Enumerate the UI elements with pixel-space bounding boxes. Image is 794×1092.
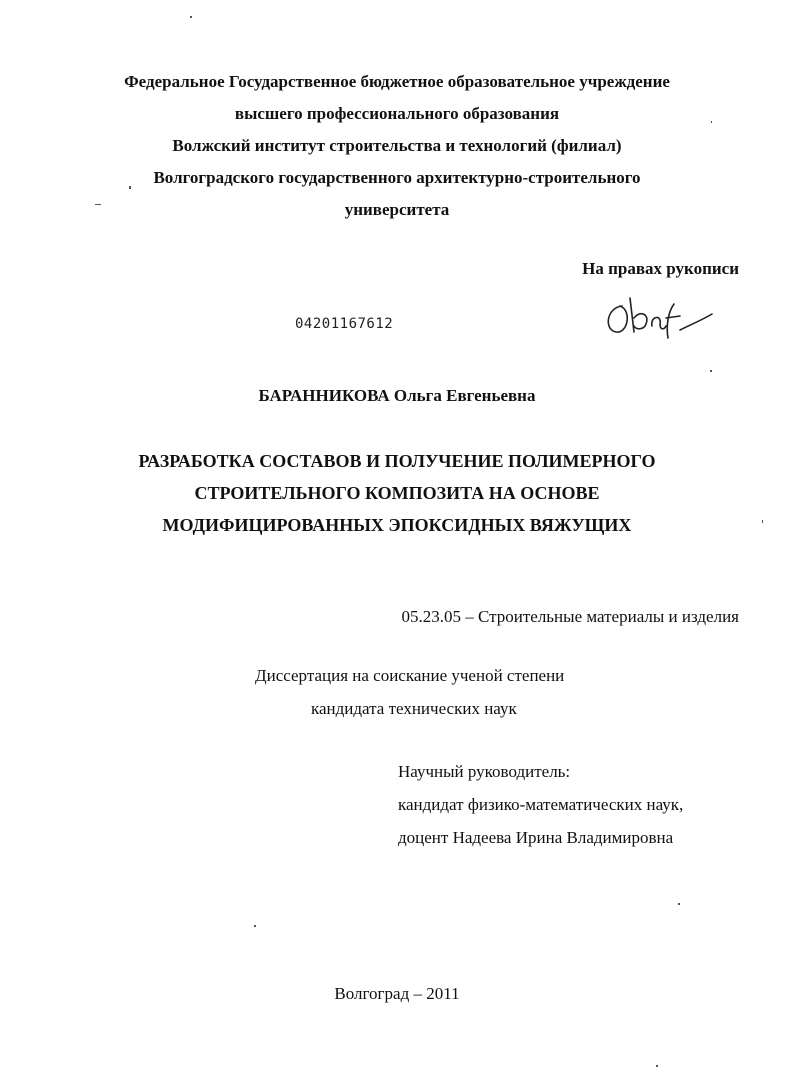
specialty: 05.23.05 – Строительные материалы и изделия bbox=[401, 607, 739, 626]
author-name: БАРАННИКОВА Ольга Евгеньевна bbox=[258, 386, 536, 405]
institution-line-3: Волжский институт строительства и технологий (филиал) bbox=[172, 136, 622, 155]
supervisor-degree: кандидат физико-математических наук, bbox=[398, 795, 684, 814]
scan-speck bbox=[254, 925, 256, 927]
institution-line-5: университета bbox=[344, 200, 450, 219]
scan-speck bbox=[678, 903, 680, 905]
scan-speck bbox=[710, 370, 712, 372]
scan-speck bbox=[762, 520, 763, 523]
supervisor-name: доцент Надеева Ирина Владимировна bbox=[398, 828, 674, 847]
scan-speck bbox=[129, 186, 131, 189]
title-line-1: РАЗРАБОТКА СОСТАВОВ И ПОЛУЧЕНИЕ ПОЛИМЕРНОГО bbox=[138, 451, 656, 471]
title-line-3: МОДИФИЦИРОВАННЫХ ЭПОКСИДНЫХ ВЯЖУЩИХ bbox=[162, 515, 632, 535]
signature-image bbox=[600, 292, 715, 344]
institution-line-4: Волгоградского государственного архитектурно-строительного bbox=[153, 168, 641, 187]
scan-speck bbox=[711, 121, 712, 123]
scan-speck bbox=[190, 16, 192, 18]
manuscript-note: На правах рукописи bbox=[582, 259, 739, 278]
title-line-2: СТРОИТЕЛЬНОГО КОМПОЗИТА НА ОСНОВЕ bbox=[194, 483, 600, 503]
degree-line-2: кандидата технических наук bbox=[311, 699, 517, 718]
city-year: Волгоград – 2011 bbox=[334, 984, 460, 1003]
supervisor-label: Научный руководитель: bbox=[398, 762, 571, 781]
scan-speck bbox=[656, 1065, 658, 1067]
archive-number: 04201167612 bbox=[295, 316, 394, 332]
degree-line-1: Диссертация на соискание ученой степени bbox=[255, 666, 565, 685]
institution-line-1: Федеральное Государственное бюджетное образовательное учреждение bbox=[124, 72, 670, 91]
scan-speck bbox=[95, 204, 101, 205]
institution-line-2: высшего профессионального образования bbox=[234, 104, 560, 123]
